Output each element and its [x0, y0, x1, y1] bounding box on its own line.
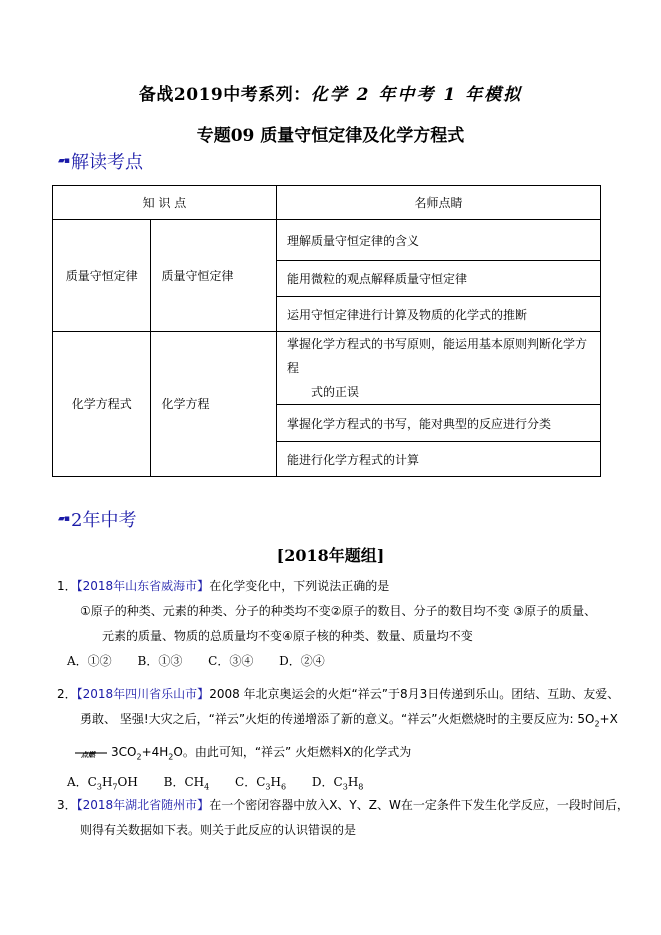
- tip-cell: [277, 332, 601, 405]
- subscript: 3: [265, 782, 271, 792]
- table-row: [53, 332, 601, 405]
- question-line: 元素的质量、物质的总质量均不变④原子核的种类、数量、质量均不变: [102, 629, 473, 643]
- question-1: [57, 574, 637, 674]
- section-label: 解读考点: [71, 152, 144, 173]
- knowledge-table: [52, 185, 601, 477]
- option-label: H: [101, 774, 113, 789]
- series-title: [0, 80, 661, 105]
- section-heading-analysis: [58, 148, 143, 174]
- subscript: 6: [280, 782, 287, 792]
- header-knowledge: 知 识 点: [53, 186, 277, 220]
- subscript: 8: [358, 782, 364, 792]
- line-text: 3CO: [111, 745, 137, 760]
- category-cell: 化学方程式: [53, 332, 151, 477]
- subscript: 3: [342, 782, 348, 792]
- series-suffix: 化学 2 年中考 1 年模拟: [310, 85, 523, 105]
- category-cell: 质量守恒定律: [53, 220, 151, 332]
- subscript: 2: [594, 719, 600, 729]
- option-label: D．C: [311, 774, 343, 789]
- line-text: +4H: [141, 745, 169, 760]
- question-number: 2．: [57, 687, 77, 701]
- tip-text: 掌握化学方程式的书写原则，能运用基本原则判断化学方程: [287, 337, 588, 375]
- question-number: 3．: [57, 798, 77, 812]
- tip-cell: 能进行化学方程式的计算: [277, 442, 601, 477]
- pen-icon: ▰▪: [58, 156, 70, 166]
- subscript: 2: [168, 752, 174, 762]
- line-text: +X: [599, 712, 618, 726]
- options: [57, 649, 637, 674]
- subscript: 2: [136, 752, 142, 762]
- question-source: 【2018年四川省乐山市】: [76, 687, 210, 701]
- tip-cell: 掌握化学方程式的书写，能对典型的反应进行分类: [277, 405, 601, 442]
- option-label: B．CH: [163, 774, 205, 789]
- question-text: 在化学变化中，下列说法正确的是: [209, 579, 390, 593]
- question-source: 【2018年湖北省随州市】: [76, 798, 210, 812]
- option-label: H: [347, 774, 359, 789]
- question-line: ①原子的种类、元素的种类、分子的种类均不变②原子的数目、分子的数目均不变 ③原子的质量、: [80, 604, 597, 618]
- question-stem: [57, 574, 637, 599]
- option-a[interactable]: A．①②: [67, 654, 112, 668]
- series-prefix: 备战2019中考系列：: [138, 85, 311, 105]
- option-label: C．C: [235, 774, 266, 789]
- section-label: 2年中考: [71, 510, 137, 531]
- subscript: 4: [204, 782, 210, 792]
- header-tips: 名师点睛: [277, 186, 601, 220]
- question-line: 则得有关数据如下表。则关于此反应的认识错误的是: [80, 823, 357, 837]
- tip-cell: 运用守恒定律进行计算及物质的化学式的推断: [277, 297, 601, 332]
- subscript: 7: [112, 782, 118, 792]
- topic-title: 专题09 质量守恒定律及化学方程式: [196, 126, 465, 146]
- option-label: A．C: [67, 774, 97, 789]
- subcategory-cell: 质量守恒定律: [151, 220, 277, 332]
- reaction-condition-arrow: [75, 750, 107, 759]
- table-row: [53, 220, 601, 261]
- question-text: 在一个密闭容器中放入X、Y、Z、W在一定条件下发生化学反应，一段时间后，: [209, 798, 629, 812]
- pen-icon: ▰▪: [58, 514, 70, 524]
- option-label: H: [270, 774, 281, 789]
- option-label: OH: [117, 774, 138, 789]
- question-stem: [57, 682, 637, 707]
- table-header-row: [53, 186, 601, 220]
- line-text: 勇敢、 坚强!大灾之后，“祥云”火炬的传递增添了新的意义。“祥云”火炬燃烧时的主要反应为: 5O: [80, 712, 595, 726]
- question-source: 【2018年山东省威海市】: [76, 579, 210, 593]
- tip-cell: 能用微粒的观点解释质量守恒定律: [277, 261, 601, 297]
- group-title: [2018年题组]: [276, 546, 385, 565]
- option-c[interactable]: C．③④: [208, 654, 254, 668]
- question-2: [57, 682, 637, 799]
- question-text: 2008 年北京奥运会的火炬“祥云”于8月3日传递到乐山。团结、互助、友爱、: [209, 687, 620, 701]
- equation-line: [57, 740, 637, 769]
- option-d[interactable]: D．②④: [279, 654, 325, 668]
- subcategory-cell: 化学方程: [151, 332, 277, 477]
- line-text: O。由此可知，“祥云” 火炬燃料X的化学式为: [173, 745, 412, 760]
- tip-text-continued: 式的正误: [311, 385, 360, 399]
- option-b[interactable]: B．①③: [137, 654, 183, 668]
- question-stem: [57, 793, 637, 818]
- condition-label: 点燃: [81, 750, 95, 759]
- subscript: 3: [96, 782, 102, 792]
- question-3: [57, 793, 637, 843]
- question-line: [57, 707, 637, 736]
- section-heading-exams: [58, 506, 136, 532]
- tip-cell: 理解质量守恒定律的含义: [277, 220, 601, 261]
- question-number: 1．: [57, 579, 77, 593]
